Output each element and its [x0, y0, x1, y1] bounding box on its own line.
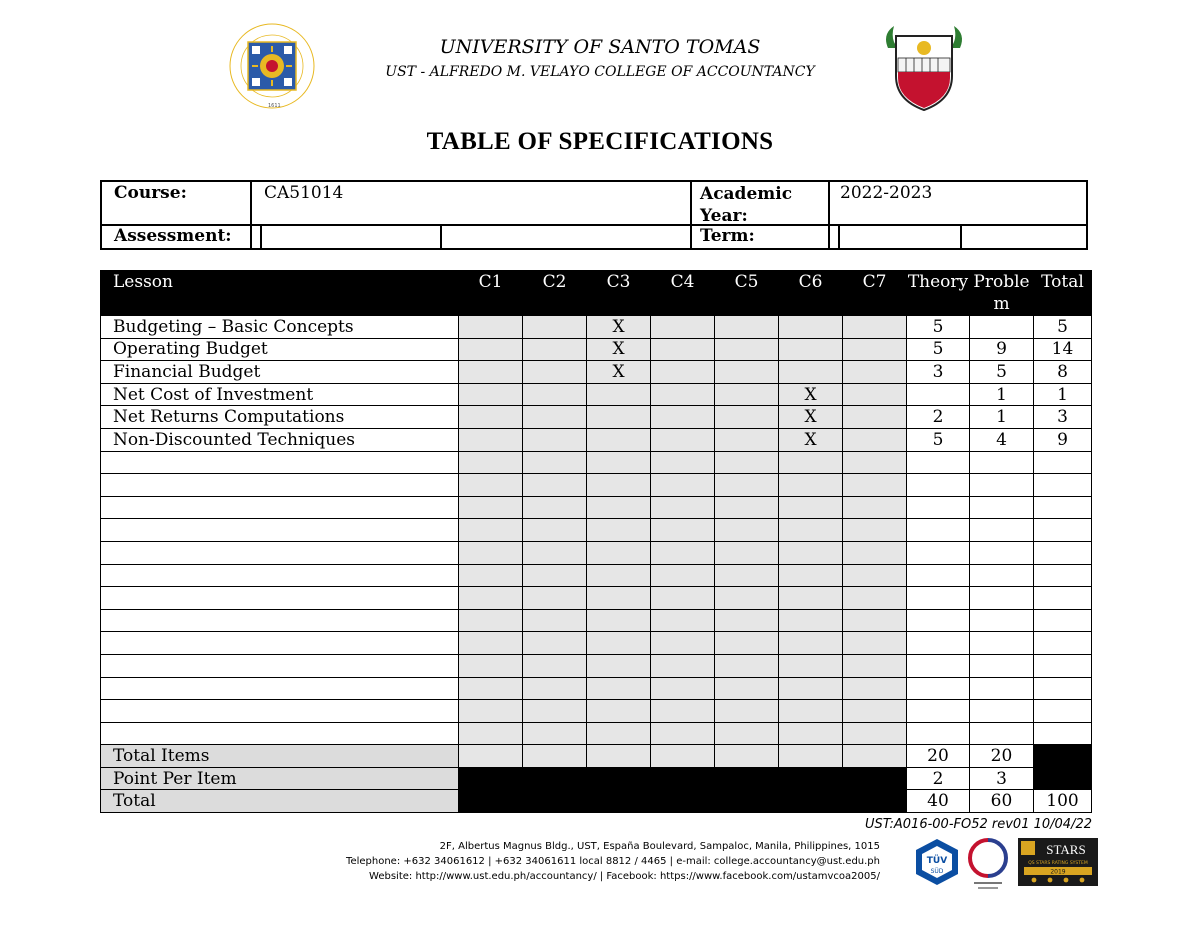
- theory-cell: [907, 654, 970, 677]
- problem-cell: [970, 632, 1034, 655]
- competency-c2-cell: [523, 632, 587, 655]
- grand-total-problem: 60: [970, 790, 1034, 813]
- point-per-item-problem: 3: [970, 767, 1034, 790]
- sud-badge-text: SÜD: [930, 868, 944, 875]
- theory-cell: [907, 722, 970, 745]
- total-cell: [1034, 496, 1092, 519]
- problem-cell: [970, 722, 1034, 745]
- competency-c3-cell: [587, 474, 651, 497]
- point-per-item-blank: [459, 767, 907, 790]
- competency-c4-cell: [651, 406, 715, 429]
- competency-c4-cell: [651, 700, 715, 723]
- lesson-cell: [101, 587, 459, 610]
- competency-c7-cell: [843, 632, 907, 655]
- term-label: Term:: [700, 226, 755, 246]
- total-items-c6: [779, 745, 843, 768]
- competency-c7-cell: [843, 361, 907, 384]
- competency-c6-cell: [779, 451, 843, 474]
- competency-c3-cell: [587, 496, 651, 519]
- competency-c4-cell: [651, 632, 715, 655]
- total-cell: [1034, 519, 1092, 542]
- table-row: [101, 609, 1092, 632]
- competency-c7-cell: [843, 338, 907, 361]
- total-cell: 3: [1034, 406, 1092, 429]
- competency-c2-cell: [523, 609, 587, 632]
- competency-c1-cell: [459, 700, 523, 723]
- competency-c1-cell: [459, 541, 523, 564]
- point-per-item-row: [101, 767, 1092, 790]
- competency-c7-cell: [843, 564, 907, 587]
- grand-total-theory: 40: [907, 790, 970, 813]
- competency-c3-cell: X: [587, 316, 651, 339]
- lesson-cell: [101, 519, 459, 542]
- total-cell: [1034, 677, 1092, 700]
- competency-c6-cell: [779, 564, 843, 587]
- theory-cell: [907, 632, 970, 655]
- competency-c7-cell: [843, 316, 907, 339]
- competency-c5-cell: [715, 496, 779, 519]
- competency-c6-cell: [779, 654, 843, 677]
- competency-c3-cell: [587, 654, 651, 677]
- total-items-total-blank: [1034, 745, 1092, 768]
- competency-c2-cell: [523, 451, 587, 474]
- total-cell: [1034, 474, 1092, 497]
- competency-c6-cell: [779, 541, 843, 564]
- competency-c7-cell: [843, 496, 907, 519]
- competency-c2-cell: [523, 361, 587, 384]
- lesson-cell: Budgeting – Basic Concepts: [101, 316, 459, 339]
- competency-c3-cell: [587, 406, 651, 429]
- competency-c4-cell: [651, 383, 715, 406]
- competency-c4-cell: [651, 677, 715, 700]
- competency-c1-cell: [459, 474, 523, 497]
- specification-table: [100, 270, 1092, 813]
- academic-year-value: 2022-2023: [840, 183, 933, 203]
- footer-web: Website: http://www.ust.edu.ph/accountancy/ | Facebook: https://www.facebook.com/ustamvcoa2005/: [369, 871, 880, 882]
- competency-c1-cell: [459, 406, 523, 429]
- table-row: [101, 564, 1092, 587]
- total-cell: [1034, 564, 1092, 587]
- seal-year: 1611: [268, 103, 281, 109]
- lesson-cell: [101, 564, 459, 587]
- competency-c6-cell: [779, 677, 843, 700]
- competency-c5-cell: [715, 677, 779, 700]
- qs-stars-badge-icon: [1018, 838, 1098, 886]
- competency-c5-cell: [715, 564, 779, 587]
- competency-c2-cell: [523, 474, 587, 497]
- point-per-item-label: Point Per Item: [101, 767, 459, 790]
- problem-cell: [970, 587, 1034, 610]
- theory-cell: [907, 541, 970, 564]
- theory-cell: [907, 609, 970, 632]
- competency-c5-cell: [715, 541, 779, 564]
- competency-c6-cell: X: [779, 406, 843, 429]
- total-cell: 5: [1034, 316, 1092, 339]
- competency-c5-cell: [715, 587, 779, 610]
- competency-c2-cell: [523, 496, 587, 519]
- table-row: [101, 519, 1092, 542]
- competency-c6-cell: [779, 700, 843, 723]
- competency-c3-cell: [587, 519, 651, 542]
- table-row: [101, 677, 1092, 700]
- competency-c1-cell: [459, 338, 523, 361]
- lesson-cell: Operating Budget: [101, 338, 459, 361]
- theory-cell: [907, 451, 970, 474]
- stars-badge-text: STARS: [1046, 842, 1086, 857]
- competency-c1-cell: [459, 428, 523, 451]
- lesson-cell: [101, 474, 459, 497]
- table-row: [101, 451, 1092, 474]
- competency-c4-cell: [651, 474, 715, 497]
- competency-c3-cell: [587, 700, 651, 723]
- competency-c3-cell: [587, 428, 651, 451]
- problem-cell: [970, 654, 1034, 677]
- col-header-c6: C6: [779, 271, 843, 316]
- total-items-c1: [459, 745, 523, 768]
- lesson-cell: [101, 496, 459, 519]
- tuv-sud-badge-icon: [912, 838, 962, 886]
- competency-c3-cell: X: [587, 338, 651, 361]
- table-row: [101, 428, 1092, 451]
- competency-c6-cell: [779, 609, 843, 632]
- competency-c1-cell: [459, 361, 523, 384]
- problem-cell: 4: [970, 428, 1034, 451]
- lesson-cell: [101, 722, 459, 745]
- competency-c7-cell: [843, 451, 907, 474]
- competency-c4-cell: [651, 338, 715, 361]
- table-row: [101, 700, 1092, 723]
- total-items-c2: [523, 745, 587, 768]
- lesson-cell: [101, 541, 459, 564]
- competency-c1-cell: [459, 496, 523, 519]
- problem-cell: 1: [970, 383, 1034, 406]
- competency-c6-cell: [779, 338, 843, 361]
- col-header-c1: C1: [459, 271, 523, 316]
- total-items-theory: 20: [907, 745, 970, 768]
- problem-cell: [970, 541, 1034, 564]
- total-items-row: [101, 745, 1092, 768]
- course-info-table: [100, 180, 1088, 250]
- competency-c6-cell: [779, 474, 843, 497]
- problem-cell: [970, 451, 1034, 474]
- total-cell: [1034, 541, 1092, 564]
- theory-cell: 5: [907, 316, 970, 339]
- competency-c2-cell: [523, 406, 587, 429]
- grand-total-label: Total: [101, 790, 459, 813]
- theory-cell: [907, 564, 970, 587]
- competency-c6-cell: [779, 361, 843, 384]
- form-code: UST:A016-00-FO52 rev01 10/04/22: [864, 817, 1092, 832]
- competency-c3-cell: [587, 677, 651, 700]
- col-header-problem: Problem: [970, 271, 1034, 316]
- point-per-item-total-blank: [1034, 767, 1092, 790]
- competency-c5-cell: [715, 722, 779, 745]
- competency-c4-cell: [651, 722, 715, 745]
- competency-c6-cell: [779, 722, 843, 745]
- total-cell: [1034, 609, 1092, 632]
- lesson-cell: [101, 632, 459, 655]
- competency-c4-cell: [651, 654, 715, 677]
- competency-c7-cell: [843, 406, 907, 429]
- table-header-row: [101, 271, 1092, 316]
- problem-cell: 5: [970, 361, 1034, 384]
- grand-total-blank: [459, 790, 907, 813]
- competency-c1-cell: [459, 587, 523, 610]
- competency-c7-cell: [843, 654, 907, 677]
- col-header-theory: Theory: [907, 271, 970, 316]
- document-title: TABLE OF SPECIFICATIONS: [426, 128, 774, 155]
- competency-c7-cell: [843, 383, 907, 406]
- accreditation-badge-icon: [966, 836, 1010, 894]
- university-name: UNIVERSITY OF SANTO TOMAS: [439, 36, 761, 58]
- competency-c7-cell: [843, 519, 907, 542]
- lesson-cell: [101, 654, 459, 677]
- competency-c4-cell: [651, 316, 715, 339]
- table-row: [101, 587, 1092, 610]
- lesson-cell: [101, 677, 459, 700]
- competency-c3-cell: [587, 632, 651, 655]
- theory-cell: [907, 700, 970, 723]
- competency-c2-cell: [523, 700, 587, 723]
- lesson-cell: Net Returns Computations: [101, 406, 459, 429]
- competency-c6-cell: X: [779, 383, 843, 406]
- competency-c4-cell: [651, 451, 715, 474]
- total-items-problem: 20: [970, 745, 1034, 768]
- theory-cell: 3: [907, 361, 970, 384]
- competency-c5-cell: [715, 383, 779, 406]
- competency-c7-cell: [843, 677, 907, 700]
- table-row: [101, 474, 1092, 497]
- competency-c2-cell: [523, 519, 587, 542]
- competency-c5-cell: [715, 632, 779, 655]
- competency-c2-cell: [523, 587, 587, 610]
- theory-cell: [907, 519, 970, 542]
- footer-address: 2F, Albertus Magnus Bldg., UST, España Boulevard, Sampaloc, Manila, Philippines, 1015: [439, 841, 880, 852]
- competency-c3-cell: [587, 451, 651, 474]
- competency-c2-cell: [523, 722, 587, 745]
- problem-cell: [970, 677, 1034, 700]
- total-cell: 14: [1034, 338, 1092, 361]
- competency-c3-cell: X: [587, 361, 651, 384]
- competency-c6-cell: [779, 632, 843, 655]
- competency-c5-cell: [715, 451, 779, 474]
- competency-c1-cell: [459, 654, 523, 677]
- competency-c7-cell: [843, 722, 907, 745]
- competency-c2-cell: [523, 654, 587, 677]
- problem-cell: [970, 316, 1034, 339]
- theory-cell: [907, 383, 970, 406]
- col-header-c7: C7: [843, 271, 907, 316]
- table-row: [101, 654, 1092, 677]
- theory-cell: [907, 496, 970, 519]
- table-row: [101, 541, 1092, 564]
- competency-c4-cell: [651, 587, 715, 610]
- total-items-c5: [715, 745, 779, 768]
- competency-c2-cell: [523, 383, 587, 406]
- total-cell: [1034, 632, 1092, 655]
- total-cell: 1: [1034, 383, 1092, 406]
- table-row: [101, 406, 1092, 429]
- problem-cell: [970, 609, 1034, 632]
- competency-c1-cell: [459, 564, 523, 587]
- total-items-c4: [651, 745, 715, 768]
- competency-c3-cell: [587, 609, 651, 632]
- competency-c5-cell: [715, 406, 779, 429]
- total-items-c7: [843, 745, 907, 768]
- competency-c4-cell: [651, 428, 715, 451]
- problem-cell: [970, 564, 1034, 587]
- competency-c3-cell: [587, 587, 651, 610]
- table-row: [101, 496, 1092, 519]
- col-header-c5: C5: [715, 271, 779, 316]
- competency-c4-cell: [651, 609, 715, 632]
- table-row: [101, 338, 1092, 361]
- competency-c5-cell: [715, 474, 779, 497]
- competency-c1-cell: [459, 609, 523, 632]
- stars-badge-subtext: QS STARS RATING SYSTEM: [1028, 861, 1088, 866]
- col-header-total: Total: [1034, 271, 1092, 316]
- competency-c1-cell: [459, 519, 523, 542]
- footer-contact: Telephone: +632 34061612 | +632 34061611 local 8812 / 4465 | e-mail: college.accountancy@ust.edu.ph: [346, 856, 880, 867]
- competency-c2-cell: [523, 316, 587, 339]
- problem-cell: [970, 474, 1034, 497]
- competency-c6-cell: [779, 316, 843, 339]
- competency-c7-cell: [843, 541, 907, 564]
- total-cell: [1034, 722, 1092, 745]
- competency-c7-cell: [843, 700, 907, 723]
- problem-cell: 1: [970, 406, 1034, 429]
- academic-year-label: Academic Year:: [700, 184, 793, 226]
- competency-c4-cell: [651, 496, 715, 519]
- competency-c3-cell: [587, 383, 651, 406]
- competency-c1-cell: [459, 316, 523, 339]
- problem-cell: [970, 700, 1034, 723]
- theory-cell: [907, 677, 970, 700]
- col-header-c4: C4: [651, 271, 715, 316]
- competency-c2-cell: [523, 541, 587, 564]
- total-cell: [1034, 451, 1092, 474]
- total-cell: 8: [1034, 361, 1092, 384]
- lesson-cell: [101, 609, 459, 632]
- competency-c5-cell: [715, 609, 779, 632]
- total-items-label: Total Items: [101, 745, 459, 768]
- theory-cell: 2: [907, 406, 970, 429]
- competency-c5-cell: [715, 654, 779, 677]
- col-header-lesson: Lesson: [101, 271, 459, 316]
- competency-c5-cell: [715, 316, 779, 339]
- theory-cell: 5: [907, 428, 970, 451]
- competency-c3-cell: [587, 541, 651, 564]
- course-label: Course:: [114, 183, 187, 203]
- col-header-c2: C2: [523, 271, 587, 316]
- competency-c7-cell: [843, 474, 907, 497]
- table-row: [101, 316, 1092, 339]
- lesson-cell: Net Cost of Investment: [101, 383, 459, 406]
- competency-c4-cell: [651, 361, 715, 384]
- competency-c4-cell: [651, 564, 715, 587]
- competency-c6-cell: X: [779, 428, 843, 451]
- lesson-cell: [101, 451, 459, 474]
- competency-c6-cell: [779, 496, 843, 519]
- college-crest-logo: [880, 20, 968, 112]
- competency-c3-cell: [587, 564, 651, 587]
- total-cell: [1034, 587, 1092, 610]
- total-cell: 9: [1034, 428, 1092, 451]
- lesson-cell: Non-Discounted Techniques: [101, 428, 459, 451]
- competency-c2-cell: [523, 677, 587, 700]
- theory-cell: [907, 474, 970, 497]
- competency-c1-cell: [459, 632, 523, 655]
- lesson-cell: [101, 700, 459, 723]
- competency-c5-cell: [715, 428, 779, 451]
- lesson-cell: Financial Budget: [101, 361, 459, 384]
- tuv-badge-text: TÜV: [926, 856, 948, 866]
- point-per-item-theory: 2: [907, 767, 970, 790]
- assessment-label: Assessment:: [114, 226, 232, 246]
- grand-total-total: 100: [1034, 790, 1092, 813]
- competency-c2-cell: [523, 428, 587, 451]
- competency-c2-cell: [523, 338, 587, 361]
- competency-c5-cell: [715, 519, 779, 542]
- table-row: [101, 383, 1092, 406]
- table-row: [101, 361, 1092, 384]
- stars-badge-year: 2019: [1050, 868, 1066, 876]
- table-row: [101, 632, 1092, 655]
- problem-cell: 9: [970, 338, 1034, 361]
- competency-c1-cell: [459, 451, 523, 474]
- competency-c7-cell: [843, 587, 907, 610]
- competency-c1-cell: [459, 722, 523, 745]
- col-header-c3: C3: [587, 271, 651, 316]
- competency-c5-cell: [715, 700, 779, 723]
- competency-c6-cell: [779, 519, 843, 542]
- grand-total-row: [101, 790, 1092, 813]
- problem-cell: [970, 496, 1034, 519]
- competency-c4-cell: [651, 541, 715, 564]
- table-row: [101, 722, 1092, 745]
- college-name: UST - ALFREDO M. VELAYO COLLEGE OF ACCOUNTANCY: [385, 64, 815, 80]
- competency-c5-cell: [715, 338, 779, 361]
- competency-c7-cell: [843, 609, 907, 632]
- competency-c2-cell: [523, 564, 587, 587]
- competency-c4-cell: [651, 519, 715, 542]
- total-items-c3: [587, 745, 651, 768]
- course-value: CA51014: [264, 183, 344, 203]
- total-cell: [1034, 654, 1092, 677]
- competency-c6-cell: [779, 587, 843, 610]
- theory-cell: 5: [907, 338, 970, 361]
- competency-c1-cell: [459, 383, 523, 406]
- problem-cell: [970, 519, 1034, 542]
- competency-c5-cell: [715, 361, 779, 384]
- competency-c7-cell: [843, 428, 907, 451]
- competency-c1-cell: [459, 677, 523, 700]
- theory-cell: [907, 587, 970, 610]
- competency-c3-cell: [587, 722, 651, 745]
- total-cell: [1034, 700, 1092, 723]
